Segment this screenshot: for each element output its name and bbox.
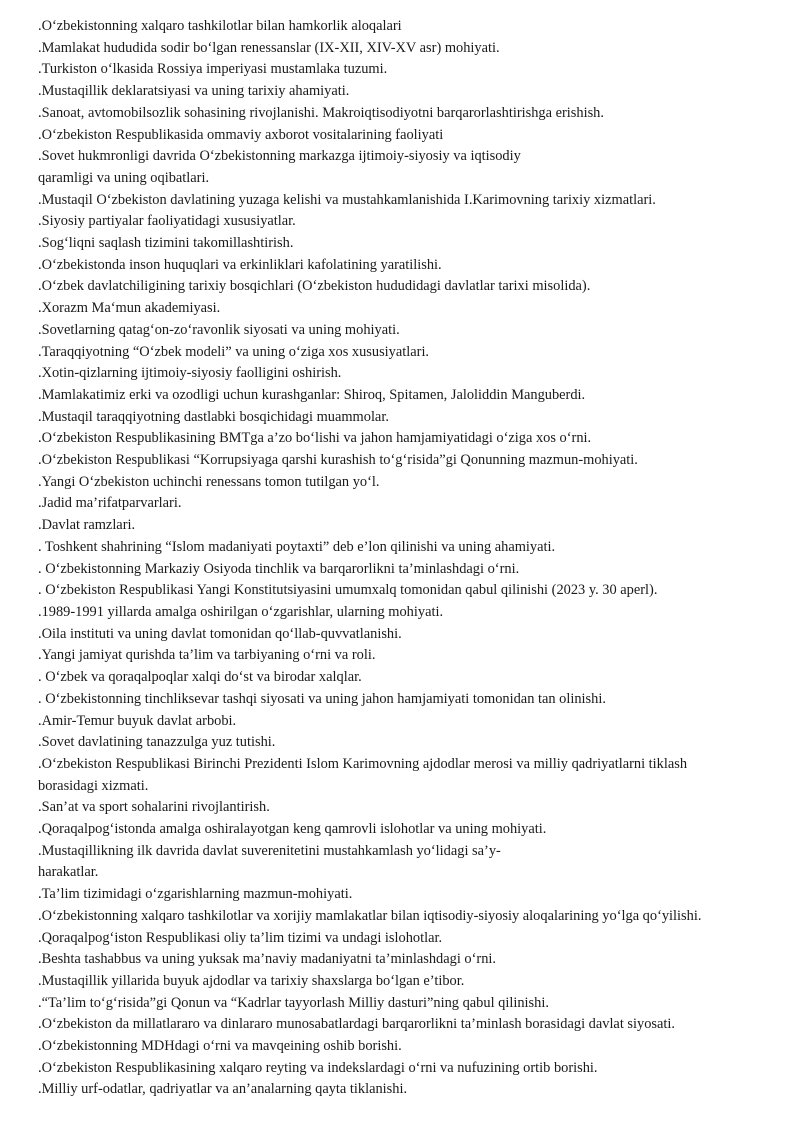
topic-line: qaramligi va uning oqibatlari. [38,169,210,186]
topic-line: .Beshta tashabbus va uning yuksak ma’naviy madaniyatni ta’minlashdagi o‘rni. [38,951,496,968]
topic-line: .O‘zbekiston Respublikasi Birinchi Prezidenti Islom Karimovning ajdodlar merosi va milliy qadriyatlarni tiklash [38,755,688,772]
topic-line: .Yangi jamiyat qurishda ta’lim va tarbiyaning o‘rni va roli. [38,647,376,664]
topic-line: . O‘zbekiston Respublikasi Yangi Konstitutsiyasini umumxalq tomonidan qabul qilinishi (2023 y. 30 aperl). [38,582,658,599]
topic-line: .Mustaqil taraqqiyotning dastlabki bosqichidagi muammolar. [38,408,389,425]
topic-line: borasidagi xizmati. [38,777,149,794]
topic-line: .Oila instituti va uning davlat tomonidan qo‘llab-quvvatlanishi. [38,625,402,642]
topic-line: .1989-1991 yillarda amalga oshirilgan o‘zgarishlar, ularning mohiyati. [38,603,444,620]
topic-line: .Xorazm Ma‘mun akademiyasi. [38,300,221,317]
topic-line: .Sovet davlatining tanazzulga yuz tutishi. [38,734,276,751]
topic-line: .O‘zbekiston Respublikasi “Korrupsiyaga qarshi kurashish to‘g‘risida”gi Qonunning mazmun-mohiyati. [38,452,638,469]
topic-line: .O‘zbekistonning xalqaro tashkilotlar bilan hamkorlik aloqalari [38,18,402,34]
topic-list [38,16,764,1101]
topic-line: . O‘zbekistonning Markaziy Osiyoda tinchlik va barqarorlikni ta’minlashdagi o‘rni. [38,560,520,577]
topic-line: .Jadid ma’rifatparvarlari. [38,495,182,512]
topic-line: .Sovet hukmronligi davrida O‘zbekistonning markazga ijtimoiy-siyosiy va iqtisodiy [38,148,521,165]
topic-line: .Qoraqalpog‘istonda amalga oshiralayotgan keng qamrovli islohotlar va uning mohiyati. [38,821,547,838]
topic-line: .Ta’lim tizimidagi o‘zgarishlarning mazmun-mohiyati. [38,886,353,903]
topic-line: .Mustaqil O‘zbekiston davlatining yuzaga kelishi va mustahkamlanishida I.Karimovning tarixiy xizmatlari. [38,191,656,208]
topic-line: .Xotin-qizlarning ijtimoiy-siyosiy faolligini oshirish. [38,365,342,382]
topic-line: .O‘zbekiston Respublikasining xalqaro reyting va indekslardagi o‘rni va nufuzining ortib borishi. [38,1059,598,1076]
topic-line: .Turkiston o‘lkasida Rossiya imperiyasi mustamlaka tuzumi. [38,61,388,78]
topic-line: .O‘zbekiston Respublikasining BMTga a’zo bo‘lishi va jahon hamjamiyatidagi o‘ziga xos o‘rni. [38,430,592,447]
topic-line: .Mamlakatimiz erki va ozodligi uchun kurashganlar: Shiroq, Spitamen, Jaloliddin Manguberdi. [38,386,586,403]
topic-line: .Sovetlarning qatag‘on-zo‘ravonlik siyosati va uning mohiyati. [38,321,400,338]
topic-line: .Siyosiy partiyalar faoliyatidagi xususiyatlar. [38,213,296,230]
topic-line: .Mustaqillikning ilk davrida davlat suverenitetini mustahkamlash yo‘lidagi sa’y- [38,842,501,859]
topic-line: .O‘zbekiston da millatlararo va dinlararo munosabatlardagi barqarorlikni ta’minlash borasidagi davlat siyosati. [38,1016,675,1033]
topic-line: . O‘zbekistonning tinchliksevar tashqi siyosati va uning jahon hamjamiyati tomonidan tan olinishi. [38,690,606,707]
topic-line: .Mamlakat hududida sodir bo‘lgan renessanslar (IX-XII, XIV-XV asr) mohiyati. [38,39,500,56]
topic-line: .O‘zbekistonda inson huquqlari va erkinliklari kafolatining yaratilishi. [38,256,442,273]
topic-line: .Mustaqillik yillarida buyuk ajdodlar va tarixiy shaxslarga bo‘lgan e’tibor. [38,972,465,989]
topic-line: .Qoraqalpog‘iston Respublikasi oliy ta’lim tizimi va undagi islohotlar. [38,929,443,946]
topic-line: .Taraqqiyotning “O‘zbek modeli” va uning o‘ziga xos xususiyatlari. [38,343,430,360]
topic-line: .Milliy urf-odatlar, qadriyatlar va an’analarning qayta tiklanishi. [38,1081,408,1098]
topic-line: .O‘zbekistonning MDHdagi o‘rni va mavqeining oshib borishi. [38,1038,402,1055]
topic-line: .O‘zbekistonning xalqaro tashkilotlar va xorijiy mamlakatlar bilan iqtisodiy-siyosiy aloqalarining yo‘lga qo‘yilishi. [38,907,702,924]
topic-line: .Sanoat, avtomobilsozlik sohasining rivojlanishi. Makroiqtisodiyotni barqarorlashtirishga erishish. [38,104,604,121]
topic-line: .Yangi O‘zbekiston uchinchi renessans tomon tutilgan yo‘l. [38,473,380,490]
topic-line: .Amir-Temur buyuk davlat arbobi. [38,712,237,729]
topic-line: .“Ta’lim to‘g‘risida”gi Qonun va “Kadrlar tayyorlash Milliy dasturi”ning qabul qilinishi. [38,994,549,1011]
topic-line: .San’at va sport sohalarini rivojlantirish. [38,799,270,816]
topic-line: .O‘zbek davlatchiligining tarixiy bosqichlari (O‘zbekiston hududidagi davlatlar tarixi misolida). [38,278,591,295]
topic-line: harakatlar. [38,864,99,881]
topic-line: . Toshkent shahrining “Islom madaniyati poytaxti” deb e’lon qilinishi va uning ahamiyati. [38,538,556,555]
topic-line: .Sog‘liqni saqlash tizimini takomillashtirish. [38,235,294,252]
topic-line: .Mustaqillik deklaratsiyasi va uning tarixiy ahamiyati. [38,83,350,100]
topic-line: .Davlat ramzlari. [38,517,136,534]
topic-line: . O‘zbek va qoraqalpoqlar xalqi do‘st va birodar xalqlar. [38,669,362,686]
topic-line: .O‘zbekiston Respublikasida ommaviy axborot vositalarining faoliyati [38,126,444,143]
